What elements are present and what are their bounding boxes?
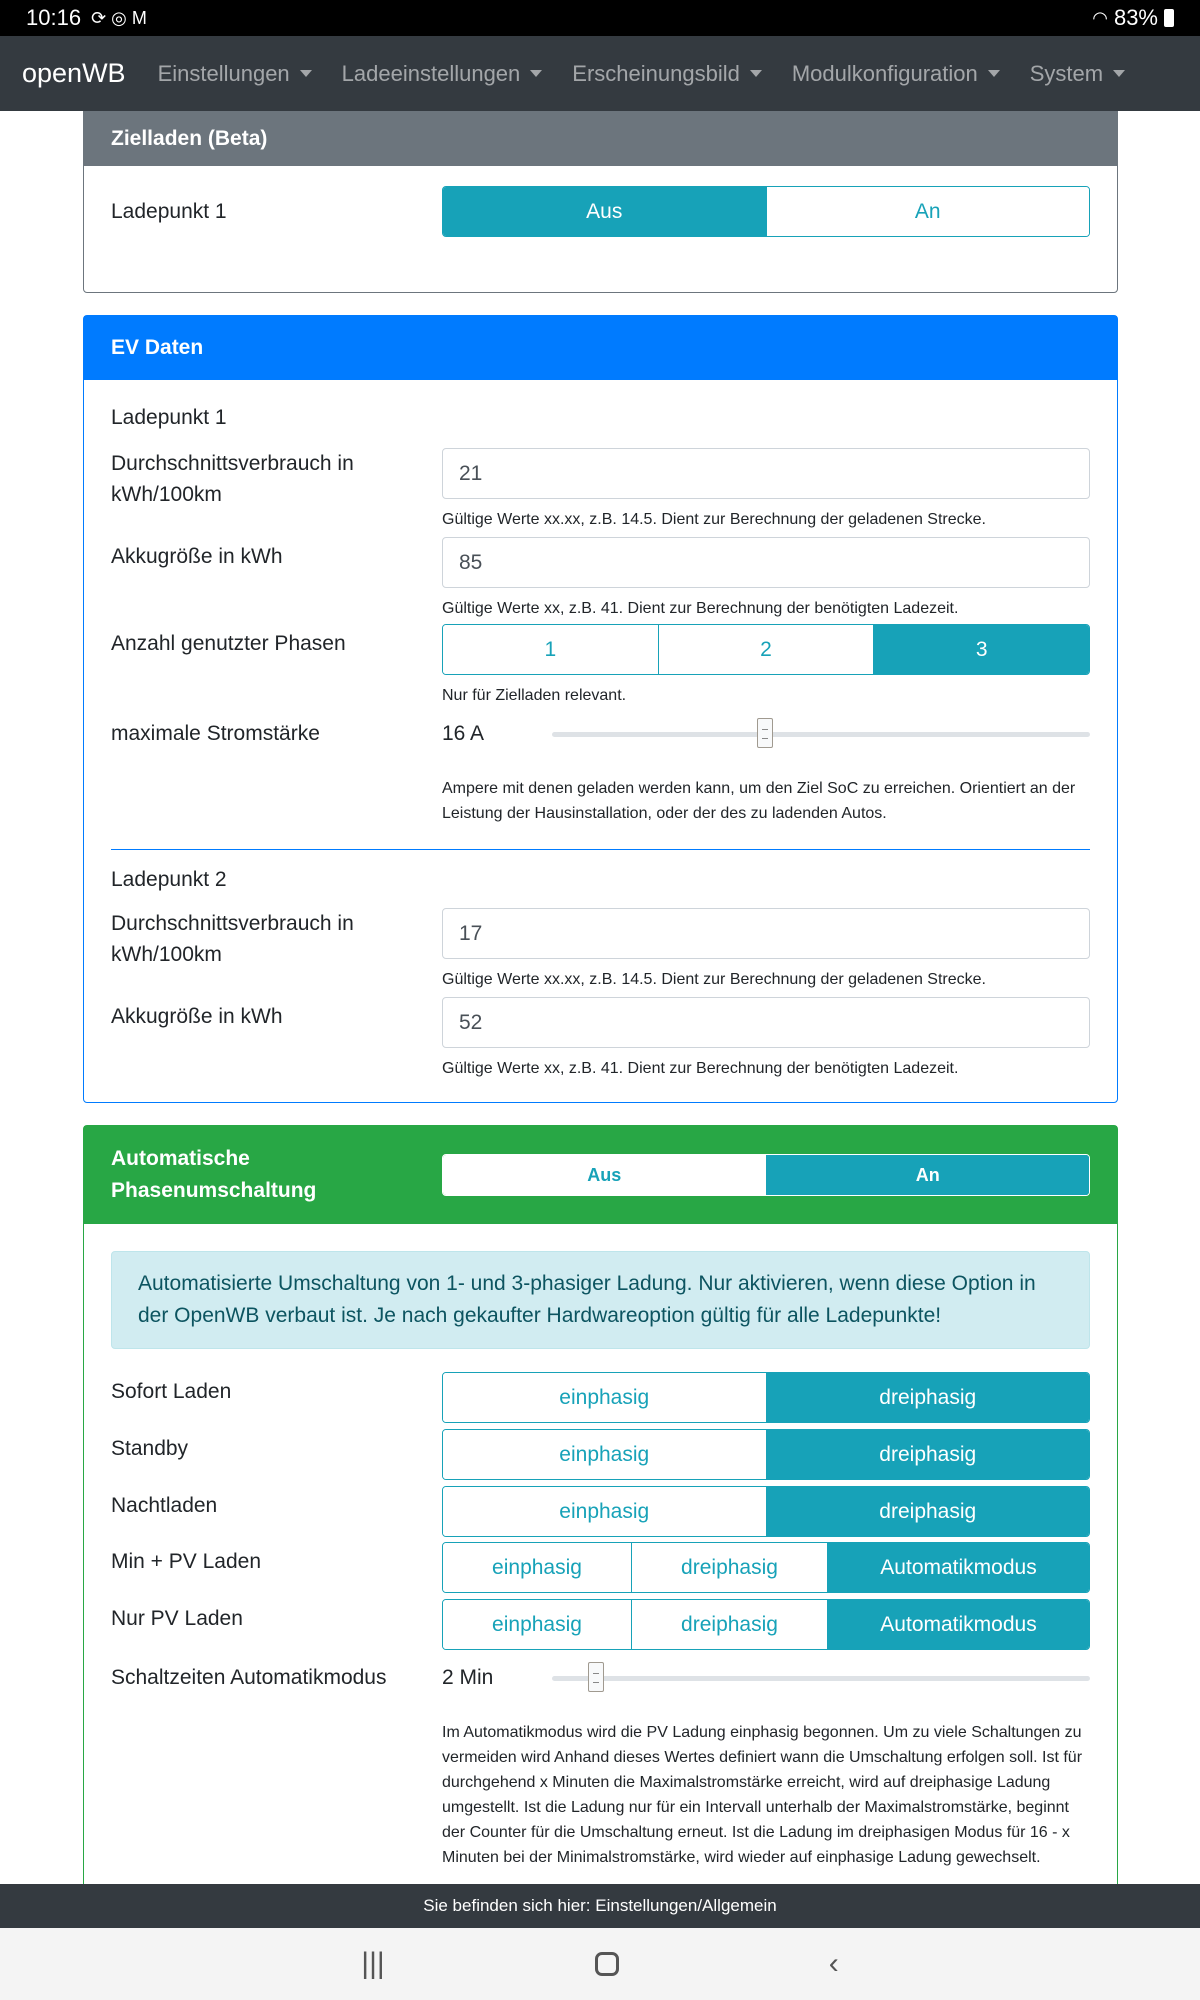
phasen-1-button[interactable]: 1	[443, 625, 658, 674]
einphasig-button[interactable]: einphasig	[443, 1600, 631, 1649]
nav-ladeeinstellungen[interactable]	[342, 61, 543, 87]
android-nav-bar	[0, 1928, 1200, 2000]
slider-thumb[interactable]	[757, 718, 773, 748]
brand-logo[interactable]: openWB	[22, 58, 126, 88]
nav-label: System	[1029, 60, 1104, 86]
caret-down-icon	[300, 70, 312, 77]
ladepunkt-divider	[111, 849, 1090, 850]
recent-apps-icon[interactable]: |||	[361, 1947, 385, 1980]
lp1-verbrauch-input[interactable]: 21	[442, 448, 1090, 499]
breadcrumb-text: Sie befinden sich hier: Einstellungen/Allgemein	[423, 1896, 777, 1915]
ev-daten-header	[84, 316, 1117, 380]
battery-icon	[1164, 9, 1174, 27]
battery-level: 83%	[1113, 5, 1158, 30]
einphasig-button[interactable]: einphasig	[443, 1543, 631, 1592]
help-text: Gültige Werte xx, z.B. 41. Dient zur Berechnung der benötigten Ladezeit.	[442, 1060, 959, 1077]
zielladen-header	[84, 111, 1117, 166]
einphasig-button[interactable]: einphasig	[443, 1487, 766, 1536]
phasen-label: Anzahl genutzter Phasen	[111, 632, 346, 655]
breadcrumb-footer	[0, 1884, 1200, 1928]
strom-slider[interactable]	[552, 732, 1090, 737]
dreiphasig-button[interactable]: dreiphasig	[631, 1600, 827, 1649]
zielladen-toggle	[442, 186, 1090, 237]
clock: 10:16	[26, 5, 82, 30]
card-title: Zielladen (Beta)	[111, 127, 268, 150]
zielladen-an-button[interactable]: An	[766, 187, 1090, 236]
phasen-toggle	[442, 624, 1090, 675]
schaltzeit-value: 2 Min	[442, 1666, 494, 1689]
card-title: EV Daten	[111, 336, 204, 359]
verbrauch-label: Durchschnittsverbrauch in kWh/100km	[111, 452, 354, 506]
slider-thumb[interactable]	[588, 1662, 604, 1692]
standby-toggle	[442, 1429, 1090, 1480]
einphasig-button[interactable]: einphasig	[443, 1373, 766, 1422]
help-text: Gültige Werte xx.xx, z.B. 14.5. Dient zur Berechnung der geladenen Strecke.	[442, 511, 986, 528]
phasenumschaltung-toggle	[442, 1154, 1090, 1196]
android-status-bar	[0, 0, 1200, 36]
phasenumschaltung-an-button[interactable]: An	[766, 1155, 1090, 1195]
phasenumschaltung-header	[84, 1126, 1117, 1224]
strom-value: 16 A	[442, 722, 485, 745]
lp2-akku-input[interactable]: 52	[442, 997, 1090, 1048]
nav-modulkonfiguration[interactable]	[792, 61, 1000, 87]
mode-label: Nachtladen	[111, 1494, 218, 1517]
nav-einstellungen[interactable]	[158, 61, 312, 87]
zielladen-card	[83, 111, 1118, 293]
ladepunkt-label: Ladepunkt 1	[111, 200, 227, 223]
help-text: Gültige Werte xx.xx, z.B. 14.5. Dient zur Berechnung der geladenen Strecke.	[442, 971, 986, 988]
nav-erscheinungsbild[interactable]	[572, 61, 762, 87]
schaltzeit-slider[interactable]	[552, 1676, 1090, 1681]
mode-label: Min + PV Laden	[111, 1550, 262, 1573]
schaltzeit-label: Schaltzeiten Automatikmodus	[111, 1666, 387, 1689]
nav-label: Ladeeinstellungen	[341, 60, 521, 86]
top-navbar	[0, 36, 1200, 111]
caret-down-icon	[1113, 70, 1125, 77]
mode-label: Nur PV Laden	[111, 1607, 243, 1630]
help-text: Gültige Werte xx, z.B. 41. Dient zur Berechnung der benötigten Ladezeit.	[442, 600, 959, 617]
help-text: Ampere mit denen geladen werden kann, um den Ziel SoC zu erreichen. Orientiert an der Leistung der Hausinstallation, oder der des zu ladenden Autos.	[442, 780, 1076, 822]
dreiphasig-button[interactable]: dreiphasig	[766, 1373, 1090, 1422]
strom-label: maximale Stromstärke	[111, 722, 320, 745]
page-content	[0, 111, 1200, 1884]
nav-label: Erscheinungsbild	[572, 60, 740, 86]
phasen-3-button[interactable]: 3	[873, 625, 1089, 674]
lp2-verbrauch-input[interactable]: 17	[442, 908, 1090, 959]
phasenumschaltung-aus-button[interactable]: Aus	[443, 1155, 766, 1195]
verbrauch-label: Durchschnittsverbrauch in kWh/100km	[111, 912, 354, 966]
zielladen-aus-button[interactable]: Aus	[443, 187, 766, 236]
back-icon[interactable]: ‹	[828, 1947, 839, 1980]
info-alert: Automatisierte Umschaltung von 1- und 3-phasiger Ladung. Nur aktivieren, wenn diese Option in der OpenWB verbaut ist. Je nach gekaufter Hardwareoption gültig für alle Ladepunkte!	[111, 1251, 1090, 1349]
min-pv-toggle	[442, 1542, 1090, 1593]
dreiphasig-button[interactable]: dreiphasig	[631, 1543, 827, 1592]
lp1-akku-input[interactable]: 85	[442, 537, 1090, 588]
nav-system[interactable]	[1030, 61, 1125, 87]
help-text: Im Automatikmodus wird die PV Ladung einphasig begonnen. Um zu viele Schaltungen zu vermeiden wird Anhand dieses Wertes definiert wann die Umschaltung erfolgen soll. Ist für durchgehend x Minuten die Maximalstromstärke erreicht, wird auf dreiphasige Ladung umgestellt. Ist die Ladung nur für ein Intervall unterhalb der Maximalstromstärke, beginnt der Counter für die Umschaltung erneut. Ist die Ladung im dreiphasigen Modus für 16 - x Minuten bei der Minimalstromstärke, wird wieder auf einphasige Ladung gewechselt.	[442, 1724, 1083, 1866]
ev-daten-card	[83, 315, 1118, 1103]
phasen-2-button[interactable]: 2	[658, 625, 874, 674]
mode-label: Sofort Laden	[111, 1380, 232, 1403]
home-icon[interactable]	[595, 1952, 619, 1976]
caret-down-icon	[988, 70, 1000, 77]
wifi-icon: ◠	[1092, 7, 1108, 28]
akku-label: Akkugröße in kWh	[111, 545, 283, 568]
card-title: Automatische Phasenumschaltung	[111, 1147, 317, 1202]
caret-down-icon	[750, 70, 762, 77]
nav-label: Modulkonfiguration	[791, 60, 978, 86]
sofort-laden-toggle	[442, 1372, 1090, 1423]
einphasig-button[interactable]: einphasig	[443, 1430, 766, 1479]
nachtladen-toggle	[442, 1486, 1090, 1537]
nav-label: Einstellungen	[157, 60, 290, 86]
nur-pv-toggle	[442, 1599, 1090, 1650]
ladepunkt2-heading: Ladepunkt 2	[111, 868, 227, 891]
ladepunkt1-heading: Ladepunkt 1	[111, 406, 227, 429]
mode-label: Standby	[111, 1437, 189, 1460]
help-text: Nur für Zielladen relevant.	[442, 687, 627, 704]
akku-label: Akkugröße in kWh	[111, 1005, 283, 1028]
dreiphasig-button[interactable]: dreiphasig	[766, 1430, 1090, 1479]
notification-icons: ⟳ ◎ M	[91, 7, 147, 28]
caret-down-icon	[530, 70, 542, 77]
phasenumschaltung-card	[83, 1125, 1118, 1884]
automatikmodus-button[interactable]: Automatikmodus	[827, 1543, 1089, 1592]
dreiphasig-button[interactable]: dreiphasig	[766, 1487, 1090, 1536]
automatikmodus-button[interactable]: Automatikmodus	[827, 1600, 1089, 1649]
